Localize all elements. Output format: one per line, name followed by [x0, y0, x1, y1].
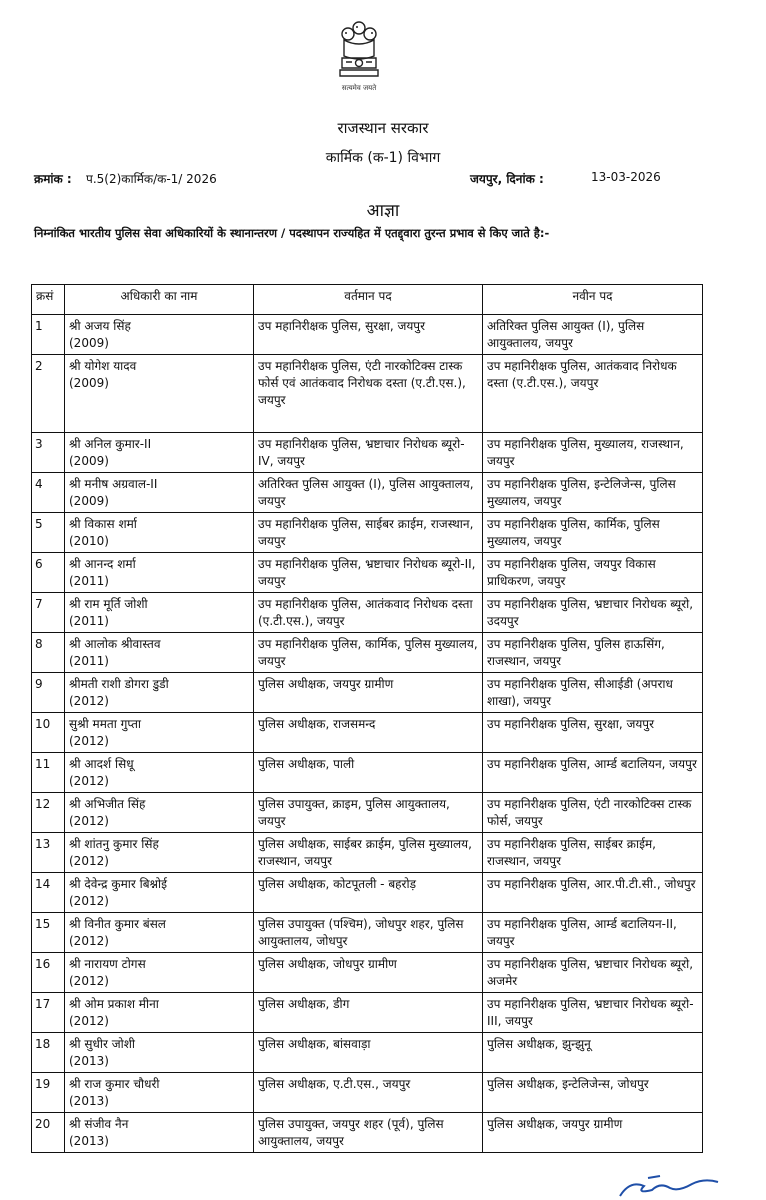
new-post-cell: उप महानिरीक्षक पुलिस, कार्मिक, पुलिस मुख्यालय, जयपुर	[483, 513, 703, 553]
new-post-cell: उप महानिरीक्षक पुलिस, आतंकवाद निरोधक दस्ता (ए.टी.एस.), जयपुर	[483, 355, 703, 433]
officer-name: श्री अभिजीत सिंह	[69, 797, 146, 811]
officer-name: श्री योगेश यादव	[69, 359, 137, 373]
officer-cell	[65, 593, 254, 633]
new-post-cell: उप महानिरीक्षक पुलिस, मुख्यालय, राजस्थान, जयपुर	[483, 433, 703, 473]
officer-cell	[65, 433, 254, 473]
officer-batch-year: (2012)	[69, 774, 109, 788]
serial-cell: 20	[32, 1113, 65, 1153]
order-number-label: क्रमांक :	[34, 172, 72, 186]
current-post-cell: पुलिस अधीक्षक, राजसमन्द	[254, 713, 483, 753]
table-body	[32, 315, 703, 1153]
col-header-name: अधिकारी का नाम	[65, 285, 254, 315]
table-row	[32, 953, 703, 993]
new-post-cell: पुलिस अधीक्षक, इन्टेलिजेन्स, जोधपुर	[483, 1073, 703, 1113]
officer-cell	[65, 873, 254, 913]
current-post-cell: पुलिस अधीक्षक, जोधपुर ग्रामीण	[254, 953, 483, 993]
officer-cell	[65, 1073, 254, 1113]
new-post-cell: उप महानिरीक्षक पुलिस, भ्रष्टाचार निरोधक ब्यूरो, उदयपुर	[483, 593, 703, 633]
current-post-cell: उप महानिरीक्षक पुलिस, साईबर क्राईम, राजस्थान, जयपुर	[254, 513, 483, 553]
officer-cell	[65, 315, 254, 355]
officer-name: श्री आनन्द शर्मा	[69, 557, 136, 571]
current-post-cell: पुलिस उपायुक्त, क्राइम, पुलिस आयुक्तालय, जयपुर	[254, 793, 483, 833]
officer-batch-year: (2011)	[69, 654, 109, 668]
serial-cell: 7	[32, 593, 65, 633]
officer-batch-year: (2009)	[69, 336, 109, 350]
new-post-cell: उप महानिरीक्षक पुलिस, साईबर क्राईम, राजस्थान, जयपुर	[483, 833, 703, 873]
table-row	[32, 315, 703, 355]
new-post-cell: उप महानिरीक्षक पुलिस, भ्रष्टाचार निरोधक ब्यूरो-III, जयपुर	[483, 993, 703, 1033]
officer-name: श्री अजय सिंह	[69, 319, 131, 333]
table-row	[32, 833, 703, 873]
officer-cell	[65, 993, 254, 1033]
officer-batch-year: (2011)	[69, 614, 109, 628]
officer-name: श्रीमती राशी डोगरा डुडी	[69, 677, 169, 691]
current-post-cell: पुलिस अधीक्षक, ए.टी.एस., जयपुर	[254, 1073, 483, 1113]
col-header-current-post: वर्तमान पद	[254, 285, 483, 315]
table-row	[32, 673, 703, 713]
officer-name: सुश्री ममता गुप्ता	[69, 717, 142, 731]
new-post-cell: उप महानिरीक्षक पुलिस, सुरक्षा, जयपुर	[483, 713, 703, 753]
current-post-cell: उप महानिरीक्षक पुलिस, आतंकवाद निरोधक दस्ता (ए.टी.एस.), जयपुर	[254, 593, 483, 633]
officer-batch-year: (2012)	[69, 854, 109, 868]
order-title: आज्ञा	[366, 201, 400, 221]
serial-cell: 13	[32, 833, 65, 873]
table-row	[32, 633, 703, 673]
transfer-table	[31, 284, 703, 1153]
col-header-new-post: नवीन पद	[483, 285, 703, 315]
officer-batch-year: (2011)	[69, 574, 109, 588]
current-post-cell: पुलिस अधीक्षक, कोटपूतली - बहरोड़	[254, 873, 483, 913]
officer-batch-year: (2013)	[69, 1054, 109, 1068]
order-intro: निम्नांकित भारतीय पुलिस सेवा अधिकारियों के स्थानान्तरण / पदस्थापन राज्यहित में एतद्द्वारा तुरन्त प्रभाव से किए जाते है:-	[34, 226, 550, 240]
serial-cell: 3	[32, 433, 65, 473]
officer-name: श्री नारायण टोगस	[69, 957, 146, 971]
officer-cell	[65, 833, 254, 873]
serial-cell: 17	[32, 993, 65, 1033]
table-row	[32, 1073, 703, 1113]
serial-cell: 6	[32, 553, 65, 593]
current-post-cell: पुलिस उपायुक्त, जयपुर शहर (पूर्व), पुलिस आयुक्तालय, जयपुर	[254, 1113, 483, 1153]
serial-cell: 14	[32, 873, 65, 913]
serial-cell: 19	[32, 1073, 65, 1113]
serial-cell: 12	[32, 793, 65, 833]
current-post-cell: पुलिस अधीक्षक, पाली	[254, 753, 483, 793]
officer-name: श्री आलोक श्रीवास्तव	[69, 637, 161, 651]
table-row	[32, 1033, 703, 1073]
serial-cell: 9	[32, 673, 65, 713]
officer-batch-year: (2009)	[69, 376, 109, 390]
officer-cell	[65, 673, 254, 713]
state-emblem-icon	[330, 18, 388, 90]
place-date-label: जयपुर, दिनांक :	[470, 172, 544, 186]
new-post-cell: उप महानिरीक्षक पुलिस, एंटी नारकोटिक्स टास्क फोर्स, जयपुर	[483, 793, 703, 833]
new-post-cell: उप महानिरीक्षक पुलिस, जयपुर विकास प्राधिकरण, जयपुर	[483, 553, 703, 593]
officer-batch-year: (2012)	[69, 934, 109, 948]
table-row	[32, 593, 703, 633]
signature-icon	[600, 1172, 730, 1200]
serial-cell: 8	[32, 633, 65, 673]
col-header-serial: क्रसं	[32, 285, 65, 315]
new-post-cell: उप महानिरीक्षक पुलिस, आर्म्ड बटालियन-II, जयपुर	[483, 913, 703, 953]
officer-name: श्री मनीष अग्रवाल-II	[69, 477, 158, 491]
serial-cell: 4	[32, 473, 65, 513]
officer-name: श्री शांतनु कुमार सिंह	[69, 837, 159, 851]
officer-cell	[65, 355, 254, 433]
officer-cell	[65, 713, 254, 753]
table-row	[32, 355, 703, 433]
officer-cell	[65, 793, 254, 833]
table-row	[32, 793, 703, 833]
new-post-cell: उप महानिरीक्षक पुलिस, सीआईडी (अपराध शाखा), जयपुर	[483, 673, 703, 713]
table-row	[32, 433, 703, 473]
current-post-cell: पुलिस अधीक्षक, साईबर क्राईम, पुलिस मुख्यालय, राजस्थान, जयपुर	[254, 833, 483, 873]
current-post-cell: पुलिस अधीक्षक, जयपुर ग्रामीण	[254, 673, 483, 713]
officer-name: श्री देवेन्द्र कुमार बिश्नोई	[69, 877, 168, 891]
serial-cell: 11	[32, 753, 65, 793]
serial-cell: 1	[32, 315, 65, 355]
officer-batch-year: (2013)	[69, 1134, 109, 1148]
government-name: राजस्थान सरकार	[337, 119, 429, 137]
officer-name: श्री सुधीर जोशी	[69, 1037, 136, 1051]
new-post-cell: उप महानिरीक्षक पुलिस, इन्टेलिजेन्स, पुलिस मुख्यालय, जयपुर	[483, 473, 703, 513]
serial-cell: 18	[32, 1033, 65, 1073]
table-row	[32, 873, 703, 913]
officer-name: श्री विनीत कुमार बंसल	[69, 917, 166, 931]
officer-batch-year: (2012)	[69, 694, 109, 708]
officer-cell	[65, 473, 254, 513]
serial-cell: 2	[32, 355, 65, 433]
new-post-cell: उप महानिरीक्षक पुलिस, आर.पी.टी.सी., जोधपुर	[483, 873, 703, 913]
officer-batch-year: (2012)	[69, 1014, 109, 1028]
current-post-cell: अतिरिक्त पुलिस आयुक्त (I), पुलिस आयुक्तालय, जयपुर	[254, 473, 483, 513]
emblem-motto: सत्यमेव जयते	[341, 84, 377, 92]
table-row	[32, 753, 703, 793]
serial-cell: 15	[32, 913, 65, 953]
officer-batch-year: (2009)	[69, 494, 109, 508]
officer-batch-year: (2009)	[69, 454, 109, 468]
current-post-cell: पुलिस अधीक्षक, बांसवाड़ा	[254, 1033, 483, 1073]
officer-batch-year: (2012)	[69, 734, 109, 748]
officer-cell	[65, 753, 254, 793]
officer-cell	[65, 553, 254, 593]
serial-cell: 5	[32, 513, 65, 553]
officer-batch-year: (2010)	[69, 534, 109, 548]
table-row	[32, 713, 703, 753]
officer-name: श्री विकास शर्मा	[69, 517, 137, 531]
officer-name: श्री राज कुमार चौधरी	[69, 1077, 160, 1091]
officer-name: श्री राम मूर्ति जोशी	[69, 597, 148, 611]
officer-batch-year: (2013)	[69, 1094, 109, 1108]
table-row	[32, 473, 703, 513]
new-post-cell: अतिरिक्त पुलिस आयुक्त (I), पुलिस आयुक्तालय, जयपुर	[483, 315, 703, 355]
officer-batch-year: (2012)	[69, 814, 109, 828]
table-row	[32, 913, 703, 953]
officer-name: श्री ओम प्रकाश मीना	[69, 997, 159, 1011]
officer-cell	[65, 953, 254, 993]
department-name: कार्मिक (क-1) विभाग	[325, 150, 441, 166]
table-row	[32, 513, 703, 553]
table-row	[32, 993, 703, 1033]
table-header-row	[32, 285, 703, 315]
current-post-cell: उप महानिरीक्षक पुलिस, भ्रष्टाचार निरोधक ब्यूरो-II, जयपुर	[254, 553, 483, 593]
officer-name: श्री अनिल कुमार-II	[69, 437, 152, 451]
table-row	[32, 1113, 703, 1153]
current-post-cell: उप महानिरीक्षक पुलिस, एंटी नारकोटिक्स टास्क फोर्स एवं आतंकवाद निरोधक दस्ता (ए.टी.एस.), जयपुर	[254, 355, 483, 433]
current-post-cell: पुलिस अधीक्षक, डीग	[254, 993, 483, 1033]
new-post-cell: उप महानिरीक्षक पुलिस, भ्रष्टाचार निरोधक ब्यूरो, अजमेर	[483, 953, 703, 993]
officer-name: श्री आदर्श सिधू	[69, 757, 134, 771]
serial-cell: 10	[32, 713, 65, 753]
officer-batch-year: (2012)	[69, 894, 109, 908]
order-number: प.5(2)कार्मिक/क-1/ 2026	[86, 172, 217, 186]
new-post-cell: पुलिस अधीक्षक, जयपुर ग्रामीण	[483, 1113, 703, 1153]
officer-batch-year: (2012)	[69, 974, 109, 988]
current-post-cell: उप महानिरीक्षक पुलिस, कार्मिक, पुलिस मुख्यालय, जयपुर	[254, 633, 483, 673]
current-post-cell: पुलिस उपायुक्त (पश्चिम), जोधपुर शहर, पुलिस आयुक्तालय, जोधपुर	[254, 913, 483, 953]
officer-cell	[65, 633, 254, 673]
current-post-cell: उप महानिरीक्षक पुलिस, सुरक्षा, जयपुर	[254, 315, 483, 355]
current-post-cell: उप महानिरीक्षक पुलिस, भ्रष्टाचार निरोधक ब्यूरो-IV, जयपुर	[254, 433, 483, 473]
officer-cell	[65, 1033, 254, 1073]
new-post-cell: उप महानिरीक्षक पुलिस, आर्म्ड बटालियन, जयपुर	[483, 753, 703, 793]
officer-name: श्री संजीव नैन	[69, 1117, 129, 1131]
serial-cell: 16	[32, 953, 65, 993]
officer-cell	[65, 913, 254, 953]
new-post-cell: पुलिस अधीक्षक, झुन्झुनू	[483, 1033, 703, 1073]
order-date: 13-03-2026	[591, 170, 661, 184]
officer-cell	[65, 513, 254, 553]
new-post-cell: उप महानिरीक्षक पुलिस, पुलिस हाऊसिंग, राजस्थान, जयपुर	[483, 633, 703, 673]
table-row	[32, 553, 703, 593]
officer-cell	[65, 1113, 254, 1153]
